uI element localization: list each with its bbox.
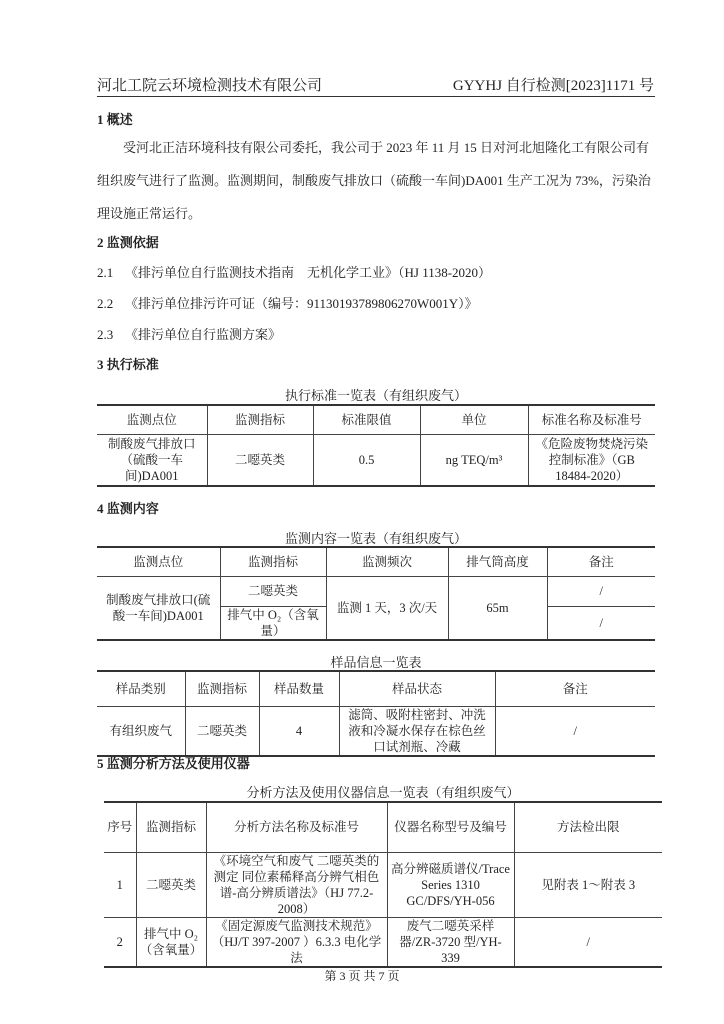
column-header: 单位 [420,405,528,434]
column-header: 监测指标 [207,405,313,434]
monitoring-point: 制酸废气排放口(硫酸一车间)DA001 [97,576,220,640]
instrument: 高分辨磁质谱仪/Trace Series 1310 GC/DFS/YH-056 [387,852,514,917]
section5-title: 5 监测分析方法及使用仪器 [97,756,250,771]
column-header: 监测频次 [326,547,448,576]
monitoring-point: 制酸废气排放口（硫酸一车间)DA001 [97,434,207,486]
standards-table [97,404,655,487]
section1-paragraph [97,131,657,230]
column-header: 序号 [104,802,136,852]
header-company: 河北工院云环境检测技术有限公司 [97,78,323,94]
column-header: 样品数量 [259,671,339,706]
sample-table [97,670,655,757]
sample-state: 滤筒、吸附柱密封、冲洗液和冷凝水保存在棕色丝口试剂瓶、冷藏 [339,706,495,756]
row-number: 2 [104,917,136,967]
limit-value: 0.5 [313,434,420,486]
column-header: 监测点位 [97,547,220,576]
reference-item [97,293,478,312]
instrument: 废气二噁英采样器/ZR-3720 型/YH-339 [387,917,514,967]
row-number: 1 [104,852,136,917]
column-header: 样品类别 [97,671,185,706]
frequency: 监测 1 天，3 次/天 [326,576,448,640]
unit: ng TEQ/m³ [420,434,528,486]
section3-title: 3 执行标准 [97,357,159,372]
sample-table-caption: 样品信息一览表 [330,655,422,670]
column-header: 监测指标 [185,671,259,706]
indicator: 二噁英类 [220,576,326,606]
standards-table-caption: 执行标准一览表（有组织废气） [284,388,467,403]
page-number: 第 3 页 共 7 页 [324,969,400,983]
analysis-method: 《环境空气和废气 二噁英类的测定 同位素稀释高分辨气相色谱-高分辨质谱法》（HJ 77.2-2008） [206,852,387,917]
reference-item [97,324,281,343]
remark: / [495,706,655,756]
section2-title: 2 监测依据 [97,235,159,250]
reference-text: 《排污单位排污许可证（编号：91130193789806270W001Y）》 [125,296,478,311]
indicator: 二噁英类 [136,852,206,917]
section1-title: 1 概述 [97,112,133,127]
column-header: 排气筒高度 [448,547,547,576]
stack-height: 65m [448,576,547,640]
reference-item [97,262,491,281]
column-header: 标准名称及标准号 [528,405,655,434]
remark: / [547,576,655,606]
content-table-caption: 监测内容一览表（有组织废气） [284,531,467,546]
column-header: 备注 [495,671,655,706]
column-header: 样品状态 [339,671,495,706]
column-header: 监测指标 [136,802,206,852]
column-header: 分析方法名称及标准号 [206,802,387,852]
detection-limit: / [514,917,662,967]
section1-text: 受河北正洁环境科技有限公司委托，我公司于 2023 年 11 月 15 日对河北旭隆化工有限公司有组织废气进行了监测。监测期间，制酸废气排放口（硫酸一车间)DA001 生产工况为 73%，污染治理设施正常运行。 [97,140,651,221]
column-header: 监测指标 [220,547,326,576]
method-table-caption: 分析方法及使用仪器信息一览表（有组织废气） [246,785,520,800]
reference-number: 2.2 [97,296,114,311]
column-header: 监测点位 [97,405,207,434]
header-report-number: GYYHJ 自行检测[2023]1171 号 [452,78,654,94]
indicator: 二噁英类 [185,706,259,756]
column-header: 备注 [547,547,655,576]
reference-text: 《排污单位自行监测技术指南 无机化学工业》（HJ 1138-2020） [125,265,492,280]
method-table [104,801,662,968]
column-header: 方法检出限 [514,802,662,852]
section4-title: 4 监测内容 [97,501,159,516]
standard-name: 《危险废物焚烧污染控制标准》（GB 18484-2020） [528,434,655,486]
indicator: 排气中 O₂（含氧量） [136,917,206,967]
content-table [97,546,655,641]
sample-count: 4 [259,706,339,756]
detection-limit: 见附表 1～附表 3 [514,852,662,917]
column-header: 仪器名称型号及编号 [387,802,514,852]
indicator: 二噁英类 [207,434,313,486]
sample-category: 有组织废气 [97,706,185,756]
reference-number: 2.3 [97,327,114,342]
reference-number: 2.1 [97,265,114,280]
remark: / [547,606,655,640]
indicator: 排气中 O₂（含氧量） [220,606,326,640]
analysis-method: 《固定源废气监测技术规范》（HJ/T 397-2007 ）6.3.3 电化学法 [206,917,387,967]
reference-text: 《排污单位自行监测方案》 [125,327,282,342]
header-divider [97,96,655,97]
column-header: 标准限值 [313,405,420,434]
